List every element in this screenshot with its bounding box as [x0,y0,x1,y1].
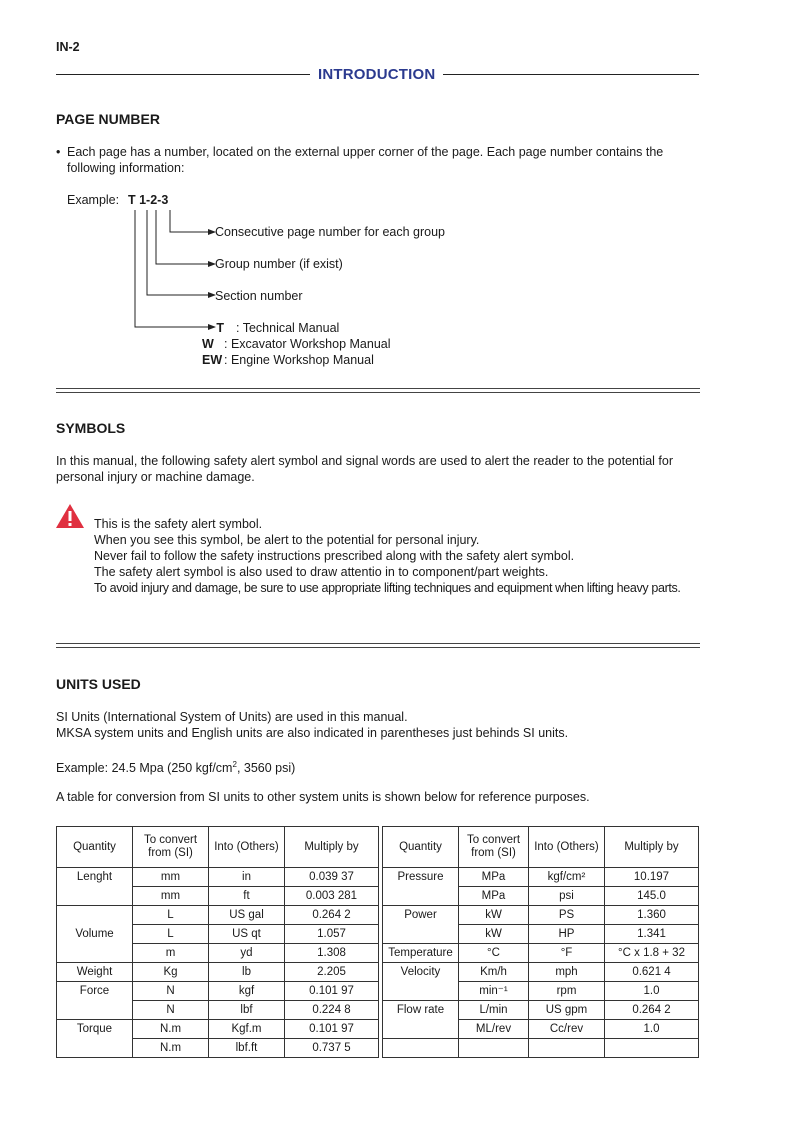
multiply-cell: 0.737 5 [285,1039,379,1058]
legend-code: EW [202,353,223,367]
quantity-cell: Lenght [57,868,133,887]
into-cell: lbf.ft [209,1039,285,1058]
quantity-cell [57,1039,133,1058]
legend-text: : Engine Workshop Manual [224,353,374,367]
table-header-row [57,827,699,868]
into-cell: °F [529,944,605,963]
multiply-cell: 0.101 97 [285,982,379,1001]
from-cell: MPa [459,887,529,906]
section-divider [56,643,700,648]
multiply-cell: 2.205 [285,963,379,982]
section-divider [56,388,700,393]
table-intro: A table for conversion from SI units to other system units is shown below for reference purposes. [56,790,590,804]
table-row [57,982,699,1001]
bullet-icon: • [56,145,61,159]
into-cell: Kgf.m [209,1020,285,1039]
multiply-cell: 0.101 97 [285,1020,379,1039]
from-cell: N.m [133,1020,209,1039]
callout-group: Group number (if exist) [215,257,343,271]
from-cell: kW [459,906,529,925]
table-row [57,887,699,906]
from-cell: Kg [133,963,209,982]
header-into: Into (Others) [529,827,605,868]
page-number: IN-2 [56,40,80,54]
multiply-cell [605,1039,699,1058]
units-line-2: MKSA system units and English units are also indicated in parentheses just behinds SI units. [56,726,569,740]
table-row [57,906,699,925]
conversion-table [56,826,699,1058]
quantity-cell: Velocity [383,963,459,982]
symbols-heading: SYMBOLS [56,420,126,436]
quantity-cell: Power [383,906,459,925]
symbols-intro: In this manual, the following safety alert symbol and signal words are used to alert the reader to the potential for personal injury or machine damage. [56,454,674,484]
callout-section: Section number [215,289,303,303]
from-cell: min⁻¹ [459,982,529,1001]
table-row [57,1001,699,1020]
multiply-cell: 0.621 4 [605,963,699,982]
from-cell: kW [459,925,529,944]
from-cell: °C [459,944,529,963]
multiply-cell: 1.341 [605,925,699,944]
symbols-line: To avoid injury and damage, be sure to use appropriate lifting techniques and equipment when lifting heavy parts. [94,581,681,595]
into-cell: mph [529,963,605,982]
table-row [57,963,699,982]
multiply-cell: 0.224 8 [285,1001,379,1020]
header-to-convert: To convert from (SI) [133,827,209,868]
multiply-cell: 1.0 [605,982,699,1001]
header-quantity: Quantity [57,827,133,868]
from-cell: L [133,925,209,944]
quantity-cell [57,887,133,906]
example-label: Example: [67,193,120,207]
into-cell: US gal [209,906,285,925]
multiply-cell: 0.003 281 [285,887,379,906]
into-cell: in [209,868,285,887]
into-cell: HP [529,925,605,944]
quantity-cell: Weight [57,963,133,982]
quantity-cell: Flow rate [383,1001,459,1020]
table-row [57,944,699,963]
multiply-cell: 0.264 2 [605,1001,699,1020]
into-cell: psi [529,887,605,906]
quantity-cell: Force [57,982,133,1001]
from-cell: N [133,1001,209,1020]
from-cell: m [133,944,209,963]
example-prefix: Example: 24.5 Mpa (250 kgf/cm [56,761,233,776]
page-number-heading: PAGE NUMBER [56,111,160,127]
from-cell: L [133,906,209,925]
into-cell: Cc/rev [529,1020,605,1039]
quantity-cell [383,1020,459,1039]
header-into: Into (Others) [209,827,285,868]
multiply-cell: 145.0 [605,887,699,906]
legend-text: : Technical Manual [236,321,340,335]
symbols-line: This is the safety alert symbol. [94,517,263,531]
example-suffix: , 3560 psi) [236,761,296,776]
from-cell: MPa [459,868,529,887]
into-cell: PS [529,906,605,925]
from-cell: Km/h [459,963,529,982]
into-cell: lbf [209,1001,285,1020]
multiply-cell: 1.308 [285,944,379,963]
legend-code: W [202,337,214,351]
legend-text: : Excavator Workshop Manual [224,337,391,351]
quantity-cell: Volume [57,925,133,944]
symbols-line: Never fail to follow the safety instructions prescribed along with the safety alert symbol. [94,549,575,563]
symbols-line: The safety alert symbol is also used to draw attentio in to component/part weights. [94,565,549,579]
table-row [57,925,699,944]
units-heading: UNITS USED [56,676,141,692]
quantity-cell: Pressure [383,868,459,887]
manual-type-legend [202,320,432,368]
quantity-cell [57,944,133,963]
units-example [56,757,700,776]
quantity-cell [383,887,459,906]
multiply-cell: 0.039 37 [285,868,379,887]
quantity-cell: Temperature [383,944,459,963]
page-number-diagram [120,205,220,330]
callout-consecutive: Consecutive page number for each group [215,225,446,239]
into-cell: lb [209,963,285,982]
from-cell: mm [133,868,209,887]
from-cell: L/min [459,1001,529,1020]
multiply-cell: 1.057 [285,925,379,944]
from-cell: N.m [133,1039,209,1058]
symbols-line: When you see this symbol, be alert to the potential for personal injury. [94,533,480,547]
legend-code: T [216,321,224,335]
quantity-cell [57,1001,133,1020]
units-line-1: SI Units (International System of Units) are used in this manual. [56,710,408,724]
group-arrow [156,210,215,264]
multiply-cell: 0.264 2 [285,906,379,925]
header-quantity: Quantity [383,827,459,868]
into-cell: US qt [209,925,285,944]
from-cell: mm [133,887,209,906]
quantity-cell [383,925,459,944]
quantity-cell [57,906,133,925]
from-cell [459,1039,529,1058]
table-row [57,868,699,887]
example-code: T 1-2-3 [128,193,169,207]
into-cell [529,1039,605,1058]
into-cell: ft [209,887,285,906]
quantity-cell [383,1039,459,1058]
table-row [57,1020,699,1039]
multiply-cell: 10.197 [605,868,699,887]
header-to-convert: To convert from (SI) [459,827,529,868]
symbols-explanation [94,516,700,596]
from-cell: N [133,982,209,1001]
section-arrow [147,210,215,295]
consecutive-arrow [170,210,215,232]
into-cell: yd [209,944,285,963]
section-title: INTRODUCTION [310,66,443,83]
from-cell: ML/rev [459,1020,529,1039]
into-cell: US gpm [529,1001,605,1020]
quantity-cell: Torque [57,1020,133,1039]
header-multiply: Multiply by [285,827,379,868]
into-cell: rpm [529,982,605,1001]
page-number-description: Each page has a number, located on the external upper corner of the page. Each page number contains the following information: [67,145,664,175]
quantity-cell [383,982,459,1001]
multiply-cell: 1.360 [605,906,699,925]
table-row [57,1039,699,1058]
example-sup: 2 [232,760,237,769]
into-cell: kgf [209,982,285,1001]
multiply-cell: °C x 1.8 + 32 [605,944,699,963]
safety-alert-icon [55,503,85,529]
into-cell: kgf/cm² [529,868,605,887]
header-multiply: Multiply by [605,827,699,868]
multiply-cell: 1.0 [605,1020,699,1039]
